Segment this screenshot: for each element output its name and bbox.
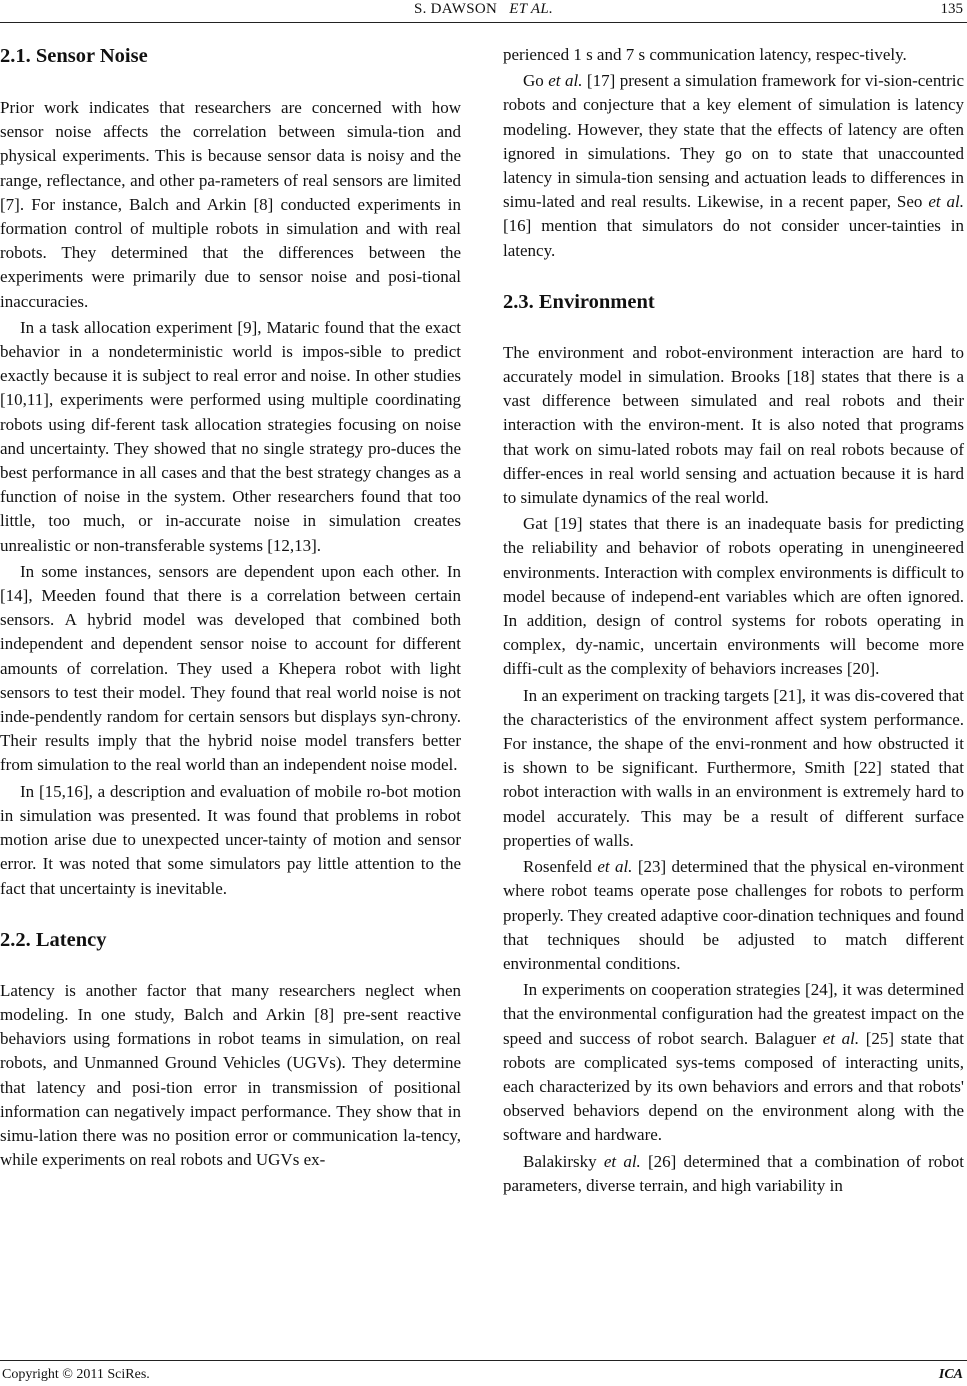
paragraph — [503, 1150, 964, 1198]
paragraph — [503, 855, 964, 976]
paragraph: Gat [19] states that there is an inadequate basis for predicting the reliability and behavior of robots operating in unengineered environments. Interaction with complex environments is difficult to model because of independ-ent variables which are often ignored. In addition, design of control systems for robots operating in complex, dy-namic, uncertain environments will become more diffi-cult as the complexity of behaviors increases [20]. — [503, 514, 964, 679]
text-run: Balakirsky — [523, 1151, 604, 1171]
running-head-etal: ET AL. — [509, 1, 554, 17]
page-number: 135 — [940, 1, 963, 17]
text-run-italic: et al. — [603, 1151, 641, 1171]
paragraph — [503, 978, 964, 1147]
text-run: In experiments on cooperation strategies [24], it was determined that the environmental configuration had the greatest impact on the speed and success of robot search. Balaguer — [503, 980, 964, 1048]
page-footer — [0, 1360, 967, 1386]
text-run-italic: et al. — [548, 71, 583, 91]
text-run: Rosenfeld — [523, 857, 598, 877]
text-run: [16] mention that simulators do not consider uncer-tainties in latency. — [503, 216, 964, 260]
copyright-notice: Copyright © 2011 SciRes. — [2, 1367, 150, 1382]
paragraph: In a task allocation experiment [9], Mataric found that the exact behavior in a nondeterministic world is impos-sible to predict exactly because it is subject to real error and noise. In other studies [10,11], experiments were performed using multiple coordinating robots using dif-ferent task allocation strategies focusing on noise and uncertainty. They showed that no single strategy pro-duces the best performance in all cases and that the best strategy changes as a function of noise in the system. Other researchers found that too little, too much, or in-accurate noise in simulation creates unrealistic or non-transferable systems [12,13]. — [0, 317, 461, 555]
footer-rule — [0, 1360, 967, 1361]
running-head-authors: S. DAWSON — [413, 1, 498, 17]
page-header — [0, 0, 967, 30]
paragraph: In an experiment on tracking targets [21], it was dis-covered that the characteristics of the environment affect system performance. For instance, the shape of the envi-ronment and how obstructed it is shown to be significant. Furthermore, Smith [22] stated that robot interaction with walls in an environment is extremely hard to model accurately. This may be a result of different surface properties of walls. — [503, 685, 964, 850]
text-run-italic: et al. — [928, 192, 964, 212]
journal-name: ICA — [938, 1367, 963, 1382]
paragraph: In some instances, sensors are dependent upon each other. In [14], Meeden found that there is a correlation between certain sensors. A hybrid model was developed that combined both independent and dependent sensor noise to account for different amounts of correlation. They used a Khepera robot with light sensors to test their model. They found that real world noise is not inde-pendently random for certain sensors but displays syn-chrony. Their results imply that the hybrid noise model transfers better from simulation to the real world than an independent noise model. — [0, 561, 461, 775]
paragraph: The environment and robot-environment interaction are hard to accurately model in simulation. Brooks [18] states that there is a vast difference between simulated and real robots and their interaction with the environ-ment. It is also noted that programs that work on simu-lated robots may fail on real robots because of differ-ences in real world sensing and actuation because it is hard to simulate dynamics of the real world. — [503, 342, 964, 508]
paragraph: perienced 1 s and 7 s communication latency, respec-tively. — [503, 45, 907, 64]
paragraph: In [15,16], a description and evaluation of mobile ro-bot motion in simulation was presented. It was found that problems in robot motion arise due to unexpected uncer-tainty of motion and sensor error. It was noted that some simulators pay little attention to the fact that uncertainty is inevitable. — [0, 781, 461, 898]
section-heading-sensor-noise: 2.1. Sensor Noise — [0, 45, 148, 67]
text-run: [23] determined that the physical en-vironment where robot teams operate pose challenges for robots to perform properly. They created adaptive coor-dination techniques and found that techniques should be adjusted to match different environmental conditions. — [503, 857, 964, 973]
text-run-italic: et al. — [822, 1028, 860, 1048]
running-head — [0, 1, 967, 18]
text-run: [17] present a simulation framework for vi-sion-centric robots and conjecture that a key element of simulation is latency modeling. However, they state that the effects of latency are often ignored in simulations. They go on to state that unaccounted latency in simula-tion sensing and actuation leads to differences in simu-lated and real results. Likewise, in a recent paper, Seo — [503, 71, 964, 212]
section-heading-environment: 2.3. Environment — [503, 290, 655, 313]
paragraph: Prior work indicates that researchers are concerned with how sensor noise affects the correlation between simula-tion and physical experiments. This is because sensor data is noisy and the range, reflectance, and other pa-rameters of real sensors are limited [7]. For instance, Balch and Arkin [8] conducted experiments in formation control of multiple robots in simulation and with real robots. They determined that the differences between the experiments were primarily due to sensor noise and posi-tional inaccuracies. — [0, 98, 461, 311]
text-run: [25] state that robots are complicated sys-tems composed of interacting units, each characterized by its own behaviors and errors and that robots' observed behaviors depend on the environment along with the software and hardware. — [503, 1028, 965, 1145]
right-column — [503, 30, 964, 1198]
text-run: [26] determined that a combination of robot parameters, diverse terrain, and high variability in — [503, 1151, 965, 1195]
paragraph — [503, 69, 964, 263]
header-rule — [0, 22, 967, 23]
text-run: Go — [523, 71, 549, 91]
text-run-italic: et al. — [597, 857, 633, 877]
paragraph: Latency is another factor that many researchers neglect when modeling. In one study, Balch and Arkin [8] pre-sent reactive behaviors using formations in robot teams in simulation, on real robots, and Unmanned Ground Vehicles (UGVs). They determine that latency and posi-tion error in transmission of positional information can negatively impact performance. They show that in simu-lation there was no position error or communication la-tency, while experiments on real robots and UGVs ex- — [0, 980, 461, 1170]
left-column — [0, 30, 461, 1172]
section-heading-latency: 2.2. Latency — [0, 928, 107, 951]
